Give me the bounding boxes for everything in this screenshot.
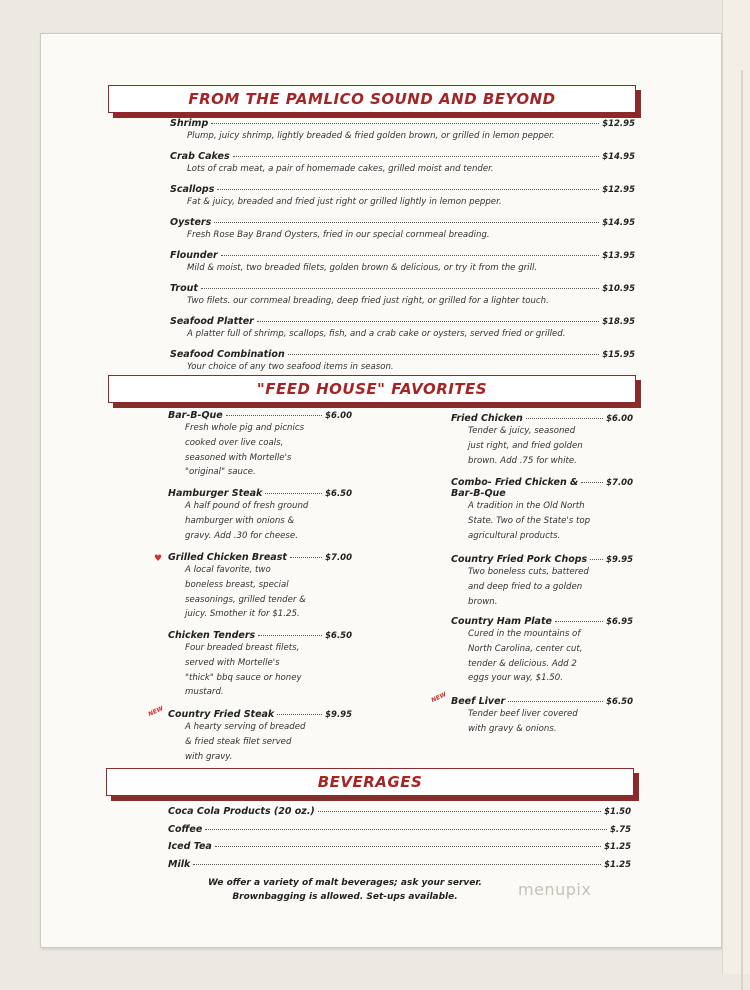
dot-leader: [318, 811, 601, 812]
item-description-line: "thick" bbq sauce or honey: [185, 672, 302, 683]
item-price: $6.95: [606, 617, 633, 627]
item-description-line: served with Mortelle's: [185, 657, 280, 668]
item-price: $7.00: [325, 553, 352, 563]
dot-leader: [217, 189, 599, 190]
item-description-line: juicy. Smother it for $1.25.: [185, 609, 300, 620]
item-description-line: cooked over live coals,: [185, 437, 284, 448]
item-description: Two filets. our cornmeal breading, deep fried just right, or grilled for a lighter touch.: [187, 296, 549, 306]
item-name: Iced Tea: [168, 841, 212, 852]
watermark: menupix: [518, 880, 592, 899]
menu-item: [451, 477, 633, 543]
next-page-edge: [722, 0, 750, 974]
item-description-line: Fresh whole pig and picnics: [185, 423, 305, 433]
dot-leader: [233, 156, 600, 157]
item-price: $6.50: [606, 697, 633, 707]
note-line: Brownbagging is allowed. Set-ups available.: [232, 892, 458, 902]
item-name: Scallops: [170, 184, 215, 195]
dot-leader: [508, 701, 603, 702]
item-description-line: seasoned with Mortelle's: [185, 452, 292, 463]
menu-item: [170, 184, 635, 210]
item-price: $6.50: [325, 631, 352, 641]
item-description-line: hamburger with onions &: [185, 515, 295, 526]
item-price: $6.00: [606, 414, 633, 424]
menu-item: [451, 696, 633, 737]
item-name: Combo- Fried Chicken &: [451, 477, 579, 488]
item-description-line: "original" sauce.: [185, 467, 256, 478]
item-description-line: & fried steak filet served: [185, 736, 292, 747]
item-price: $18.95: [602, 317, 635, 327]
dot-leader: [581, 482, 603, 483]
item-description-line: A tradition in the Old North: [468, 501, 585, 511]
item-price: $.75: [610, 824, 631, 835]
item-name: Coffee: [168, 823, 203, 835]
item-description-line: Tender & juicy, seasoned: [468, 426, 576, 436]
footer-note: [200, 876, 490, 904]
item-name: Beef Liver: [451, 696, 506, 707]
item-description-line: State. Two of the State's top: [468, 515, 591, 526]
item-name: Hamburger Steak: [168, 488, 263, 499]
menu-item: [170, 316, 635, 342]
item-description: Mild & moist, two breaded filets, golden brown & delicious, or try it from the grill.: [187, 263, 538, 273]
menu-item: [451, 554, 633, 609]
item-name: Coca Cola Products (20 oz.): [168, 806, 315, 817]
dot-leader: [201, 288, 599, 289]
item-name: Oysters: [170, 217, 212, 228]
dot-leader: [193, 864, 601, 865]
beverage-item: [168, 806, 631, 817]
item-name: Chicken Tenders: [168, 630, 256, 641]
item-description-line: agricultural products.: [468, 530, 561, 541]
menu-item: [170, 250, 635, 276]
item-price: $6.00: [325, 411, 352, 421]
item-name: Flounder: [170, 250, 218, 261]
item-description: A platter full of shrimp, scallops, fish, and a crab cake or oysters, served fried or grilled.: [187, 329, 566, 339]
item-price: $14.95: [602, 218, 635, 228]
item-description-line: tender & delicious. Add 2: [468, 658, 577, 669]
heart-icon: ♥: [154, 554, 163, 564]
item-description-line: boneless breast, special: [185, 579, 289, 590]
dot-leader: [288, 354, 599, 355]
section-title: FROM THE PAMLICO SOUND AND BEYOND: [188, 90, 556, 108]
item-name: Country Fried Steak: [168, 709, 275, 720]
menu-item: [168, 410, 352, 480]
menu-item: [451, 413, 633, 468]
item-name-continued: Bar-B-Que: [451, 488, 506, 499]
beverages-section-heading: [106, 768, 634, 796]
item-description-line: A hearty serving of breaded: [185, 722, 306, 732]
beverage-item: [168, 859, 631, 870]
item-description: Lots of crab meat, a pair of homemade cakes, grilled moist and tender.: [187, 164, 494, 174]
item-description: Plump, juicy shrimp, lightly breaded & fried golden brown, or grilled in lemon pepper.: [187, 131, 555, 141]
dot-leader: [221, 255, 599, 256]
item-description-line: North Carolina, center cut,: [468, 643, 583, 654]
dot-leader: [290, 557, 322, 558]
item-description-line: brown. Add .75 for white.: [468, 455, 577, 466]
menu-item: [170, 349, 635, 375]
item-name: Milk: [168, 858, 191, 870]
menu-item: [170, 118, 635, 144]
menu-item: [168, 552, 352, 622]
seafood-section-heading: [108, 85, 636, 113]
menu-item: [451, 616, 633, 686]
dot-leader: [215, 846, 601, 847]
section-title: BEVERAGES: [317, 773, 423, 791]
dot-leader: [265, 493, 322, 494]
beverage-item: [168, 841, 631, 852]
note-line: We offer a variety of malt beverages; ask your server.: [208, 878, 482, 888]
item-price: $1.50: [604, 807, 631, 817]
item-price: $9.95: [606, 555, 633, 565]
item-description-line: mustard.: [185, 687, 224, 698]
item-description: Fresh Rose Bay Brand Oysters, fried in our special cornmeal breading.: [187, 230, 490, 240]
item-price: $12.95: [602, 185, 635, 195]
item-price: $12.95: [602, 119, 635, 129]
item-description-line: just right, and fried golden: [468, 440, 583, 451]
new-badge: NEW: [430, 690, 448, 705]
item-price: $14.95: [602, 152, 635, 162]
item-price: $1.25: [604, 859, 631, 870]
new-badge: NEW: [147, 704, 165, 719]
item-price: $7.00: [606, 478, 633, 488]
section-title: "FEED HOUSE" FAVORITES: [256, 380, 488, 398]
menu-item: [168, 488, 352, 543]
item-description-line: Two boneless cuts, battered: [468, 567, 589, 577]
item-name: Seafood Combination: [170, 349, 285, 360]
menu-item: [168, 709, 352, 764]
item-description-line: with gravy.: [185, 751, 233, 762]
dot-leader: [555, 621, 603, 622]
menu-item: [170, 283, 635, 309]
favorites-section-heading: [108, 375, 636, 403]
item-description-line: and deep fried to a golden: [468, 581, 583, 592]
item-name: Fried Chicken: [451, 413, 523, 424]
item-name: Country Ham Plate: [451, 616, 552, 627]
menu-item: [170, 217, 635, 243]
item-description-line: A half pound of fresh ground: [185, 501, 309, 511]
item-name: Crab Cakes: [170, 151, 230, 162]
item-description-line: with gravy & onions.: [468, 723, 557, 734]
item-name: Seafood Platter: [170, 316, 254, 327]
item-price: $10.95: [602, 284, 635, 294]
item-description: Fat & juicy, breaded and fried just right or grilled lightly in lemon pepper.: [187, 197, 502, 207]
item-description-line: Cured in the mountains of: [468, 629, 581, 639]
item-description-line: Tender beef liver covered: [468, 709, 578, 719]
item-price: $9.95: [325, 710, 352, 720]
dot-leader: [211, 123, 599, 124]
item-price: $6.50: [325, 489, 352, 499]
item-name: Bar-B-Que: [168, 410, 223, 421]
item-description-line: brown.: [468, 596, 498, 607]
beverage-item: [168, 824, 631, 835]
item-price: $1.25: [604, 842, 631, 852]
dot-leader: [205, 829, 607, 830]
dot-leader: [257, 321, 599, 322]
item-description-line: seasonings, grilled tender &: [185, 594, 306, 605]
dot-leader: [277, 714, 322, 715]
menu-item: [170, 151, 635, 177]
dot-leader: [226, 415, 322, 416]
item-description: Your choice of any two seafood items in season.: [187, 362, 394, 372]
dot-leader: [526, 418, 603, 419]
item-name: Shrimp: [170, 118, 209, 129]
item-name: Trout: [170, 283, 198, 294]
item-name: Grilled Chicken Breast: [168, 552, 287, 563]
item-description-line: Four breaded breast filets,: [185, 643, 300, 653]
dot-leader: [258, 635, 322, 636]
dot-leader: [590, 559, 603, 560]
item-price: $15.95: [602, 350, 635, 360]
menu-item: [168, 630, 352, 700]
item-description-line: gravy. Add .30 for cheese.: [185, 530, 298, 541]
item-description-line: eggs your way, $1.50.: [468, 673, 563, 684]
item-description-line: A local favorite, two: [185, 565, 271, 575]
item-name: Country Fried Pork Chops: [451, 554, 588, 565]
item-price: $13.95: [602, 251, 635, 261]
dot-leader: [214, 222, 599, 223]
